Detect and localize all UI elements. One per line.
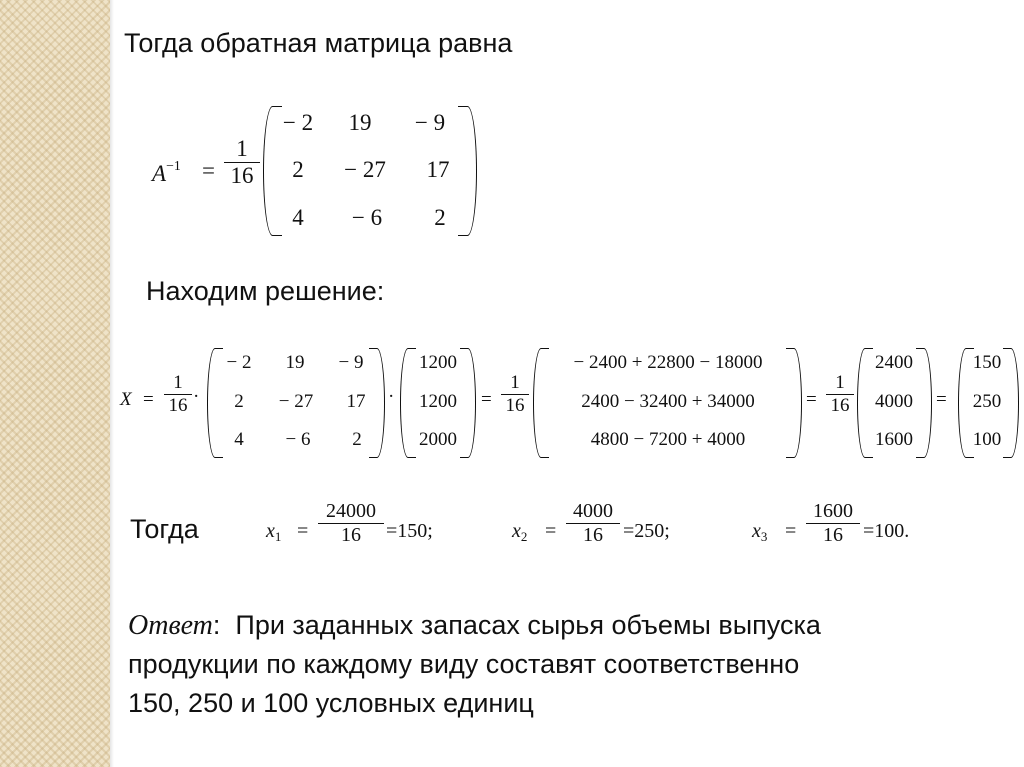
value: =100. <box>863 520 910 542</box>
variable: $x_2$ <box>512 520 528 544</box>
matrix-cell: 19 <box>348 110 372 135</box>
result-cell: 250 <box>972 391 1002 412</box>
solution-lhs: X <box>120 389 132 410</box>
equals-sign: = <box>936 389 947 410</box>
matrix-cell: − 2 <box>282 110 314 135</box>
intro-text: Тогда обратная матрица равна <box>124 28 513 58</box>
equals-sign: = <box>545 520 557 542</box>
equals-sign: = <box>143 389 154 410</box>
result-cell: 150 <box>972 352 1002 373</box>
expanded-row: 4800 − 7200 + 4000 <box>590 429 746 450</box>
matrix-cell: − 9 <box>338 352 364 373</box>
expanded-row: 2400 − 32400 + 34000 <box>581 391 755 412</box>
inverse-lhs: $A^{-1}$ <box>152 158 181 187</box>
matrix-cell: 2 <box>434 205 446 230</box>
inverse-scalar-fraction: 1 16 <box>224 136 260 189</box>
matrix-cell: 2 <box>234 391 244 412</box>
matrix-cell: 17 <box>426 157 450 182</box>
inverse-equals: = <box>202 158 215 183</box>
value: =250; <box>623 520 670 542</box>
answer-label: Ответ <box>128 610 213 641</box>
vector-cell: 1200 <box>419 352 457 373</box>
vector-cell: 2000 <box>419 429 457 450</box>
multiply-dot: · <box>193 386 200 407</box>
result-cell: 100 <box>972 429 1002 450</box>
variable: $x_3$ <box>752 520 768 544</box>
fraction: 24000 16 <box>318 500 384 547</box>
equals-sign: = <box>297 520 309 542</box>
vector-cell: 1200 <box>419 391 457 412</box>
matrix-cell: − 9 <box>414 110 446 135</box>
multiply-dot: · <box>388 386 395 407</box>
then-label: Тогда <box>130 514 199 544</box>
matrix-cell: 17 <box>346 391 366 412</box>
scalar-fraction: 1 16 <box>501 372 529 417</box>
matrix-cell: 2 <box>352 429 362 450</box>
matrix-cell: 4 <box>234 429 244 450</box>
vector-cell: 4000 <box>875 391 913 412</box>
answer-text-1: При заданных запасах сырья объемы выпуска <box>235 610 821 640</box>
equals-sign: = <box>785 520 797 542</box>
matrix-cell: − 2 <box>226 352 252 373</box>
equals-sign: = <box>806 389 817 410</box>
value: =150; <box>386 520 433 542</box>
matrix-cell: 2 <box>292 157 304 182</box>
answer-colon: : <box>212 610 221 640</box>
fraction: 4000 16 <box>566 500 620 547</box>
variable: $x_1$ <box>266 520 282 544</box>
matrix-cell: − 6 <box>351 205 383 230</box>
matrix-cell: 4 <box>292 205 304 230</box>
solution-heading: Находим решение: <box>146 276 385 306</box>
fraction: 1600 16 <box>806 500 860 547</box>
equals-sign: = <box>481 389 492 410</box>
decorative-side-stripe <box>0 0 110 767</box>
answer-line-3: 150, 250 и 100 условных единиц <box>128 688 534 718</box>
scalar-fraction: 1 16 <box>164 372 192 417</box>
matrix-cell: 19 <box>285 352 305 373</box>
scalar-fraction: 1 16 <box>826 372 854 417</box>
stripe-shadow <box>110 0 114 767</box>
answer-line-2: продукции по каждому виду составят соответственно <box>128 649 800 679</box>
expanded-row: − 2400 + 22800 − 18000 <box>573 352 763 373</box>
answer-line-1 <box>128 610 821 642</box>
vector-cell: 2400 <box>875 352 913 373</box>
vector-cell: 1600 <box>875 429 913 450</box>
matrix-cell: − 27 <box>344 157 386 182</box>
matrix-cell: − 27 <box>278 391 314 412</box>
matrix-cell: − 6 <box>285 429 311 450</box>
